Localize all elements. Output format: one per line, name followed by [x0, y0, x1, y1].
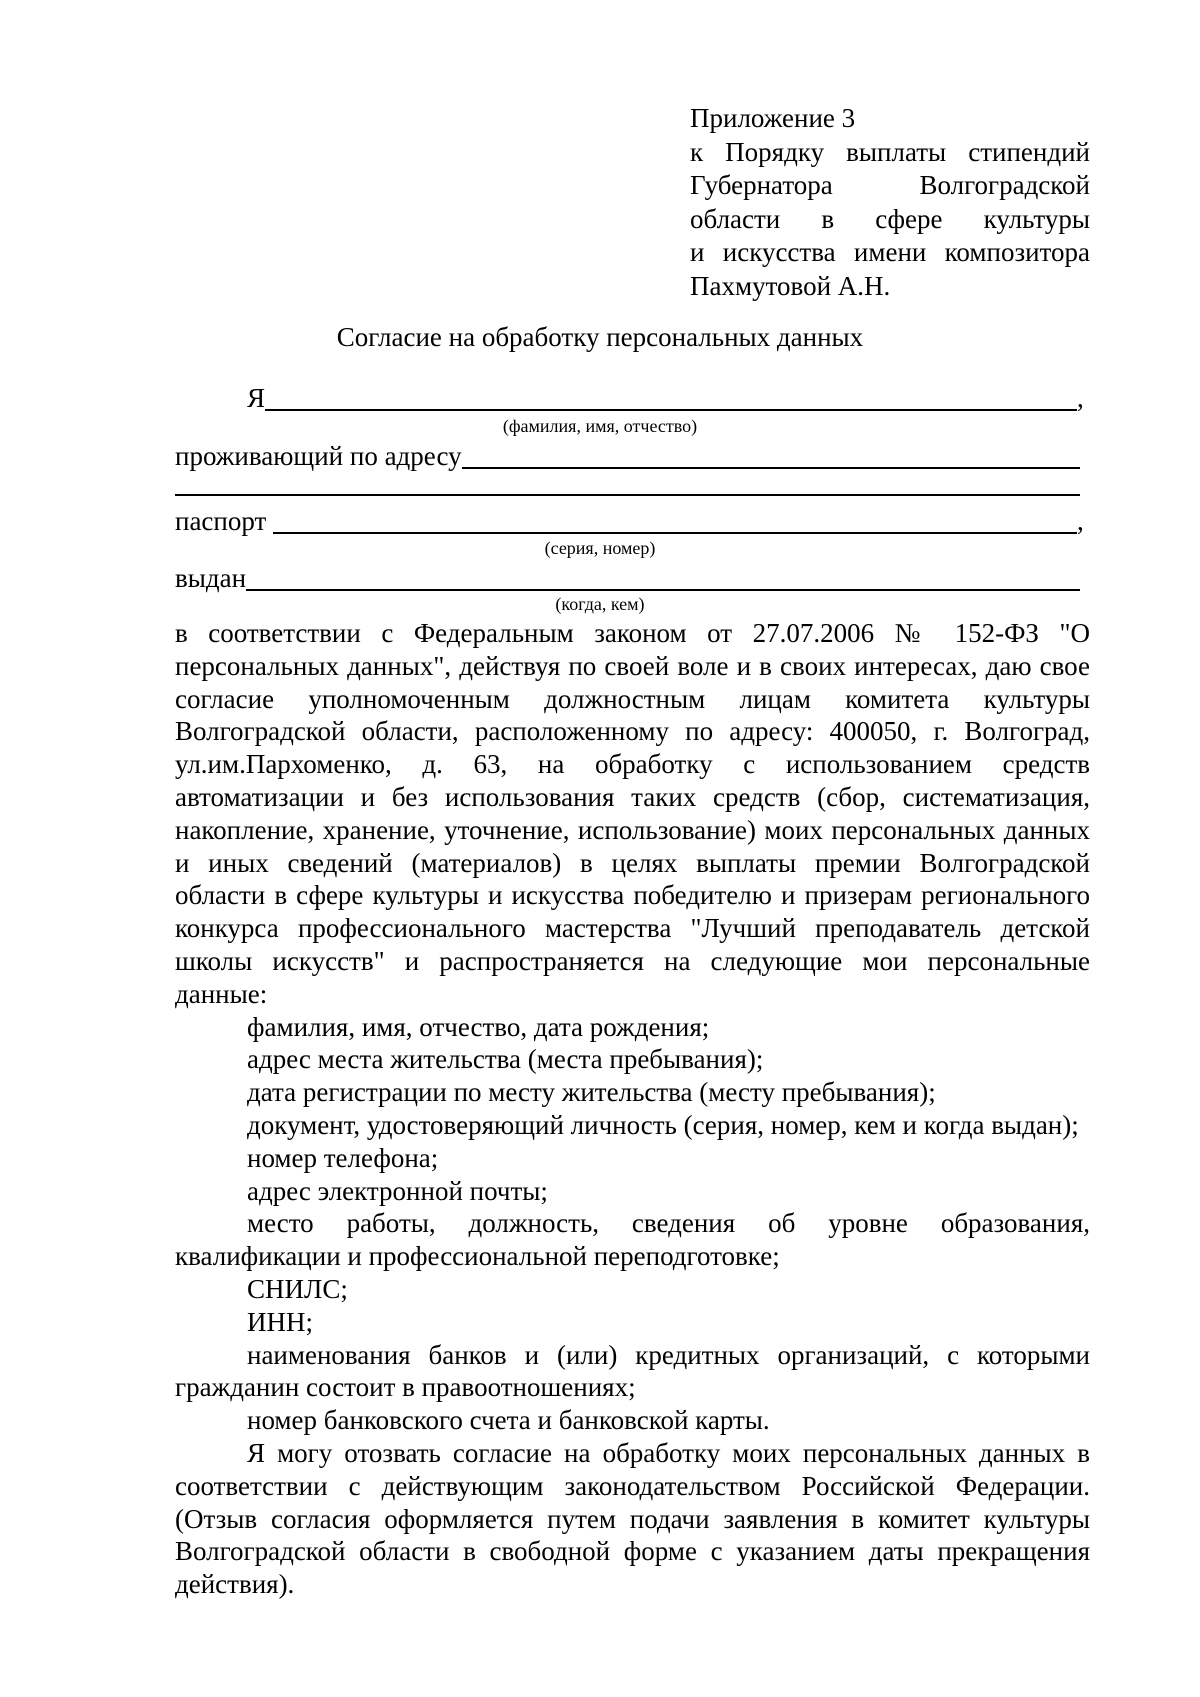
data-item: документ, удостоверяющий личность (серия, номер, кем и когда выдан); [247, 1109, 1079, 1140]
data-item: дата регистрации по месту жительства (месту пребывания); [247, 1077, 936, 1108]
issued-hint: (когда, кем) [555, 594, 645, 614]
full-name-field [175, 380, 1085, 414]
address-blank[interactable] [462, 443, 1080, 469]
passport-field [175, 503, 1085, 537]
data-item: место работы, должность, сведения об уровне образования, квалификации и профессиональной переподготовке; [175, 1208, 1090, 1272]
address-label: проживающий по адресу [175, 441, 462, 471]
consent-body [175, 617, 1090, 1601]
address-blank-continued[interactable] [175, 494, 1080, 496]
data-item: адрес места жительства (места пребывания); [247, 1044, 764, 1075]
full-name-hint: (фамилия, имя, отчество) [502, 416, 698, 436]
data-item: номер банковского счета и банковской карты. [247, 1405, 770, 1436]
address-field [175, 438, 1080, 472]
data-item: ИНН; [247, 1306, 313, 1337]
appendix-line: области в сфере культуры [690, 203, 1090, 234]
appendix-line: к Порядку выплаты стипендий [690, 136, 1090, 167]
passport-hint: (серия, номер) [544, 538, 656, 558]
passport-blank[interactable] [273, 508, 1077, 534]
issued-field [175, 560, 1080, 594]
appendix-line: и искусства имени композитора [690, 237, 1090, 267]
data-item: номер телефона; [247, 1142, 439, 1173]
data-item: фамилия, имя, отчество, дата рождения; [247, 1011, 710, 1042]
appendix-line: Приложение 3 [690, 103, 856, 133]
consent-intro: в соответствии с Федеральным законом от 27.07.2006 № 152-ФЗ "О персональных данных", действуя по своей воле и в своих интересах, даю свое согласие уполномоченным должностным лицам комитета культуры Волгоградской области, расположенному по адресу: 400050, г. Волгоград, ул.им.Пархоменко, д. 63, на обработку с использованием средств автоматизации и без использования таких средств (сбор, систематизация, накопление, хранение, уточнение, использование) моих персональных данных и иных сведений (материалов) в целях выплаты премии Волгоградской области в сфере культуры и искусства победителю и призерам регионального конкурса профессионального мастерства "Лучший преподаватель детской школы искусств" и распространяется на следующие мои персональные данные: [175, 618, 1090, 1009]
appendix-line: Пахмутовой А.Н. [690, 270, 891, 301]
data-item: СНИЛС; [247, 1273, 348, 1304]
data-item: адрес электронной почты; [247, 1175, 548, 1206]
appendix-line: Губернатора Волгоградской [690, 170, 1090, 200]
consent-closing: Я могу отозвать согласие на обработку моих персональных данных в соответствии с действующим законодательством Российской Федерации. (Отзыв согласия оформляется путем подачи заявления в комитет культуры Волгоградской области в свободной форме с указанием даты прекращения действия). [175, 1437, 1090, 1600]
full-name-label: Я [247, 383, 266, 413]
data-item: наименования банков и (или) кредитных организаций, с которыми гражданин состоит в правоотношениях; [175, 1339, 1090, 1403]
issued-label: выдан [175, 563, 247, 593]
issued-blank[interactable] [246, 565, 1080, 591]
comma: , [1077, 383, 1084, 413]
document-title: Согласие на обработку персональных данных [336, 322, 864, 352]
comma: , [1077, 506, 1084, 536]
appendix-header [690, 102, 1090, 303]
passport-label: паспорт [175, 506, 274, 536]
full-name-blank[interactable] [265, 385, 1077, 411]
